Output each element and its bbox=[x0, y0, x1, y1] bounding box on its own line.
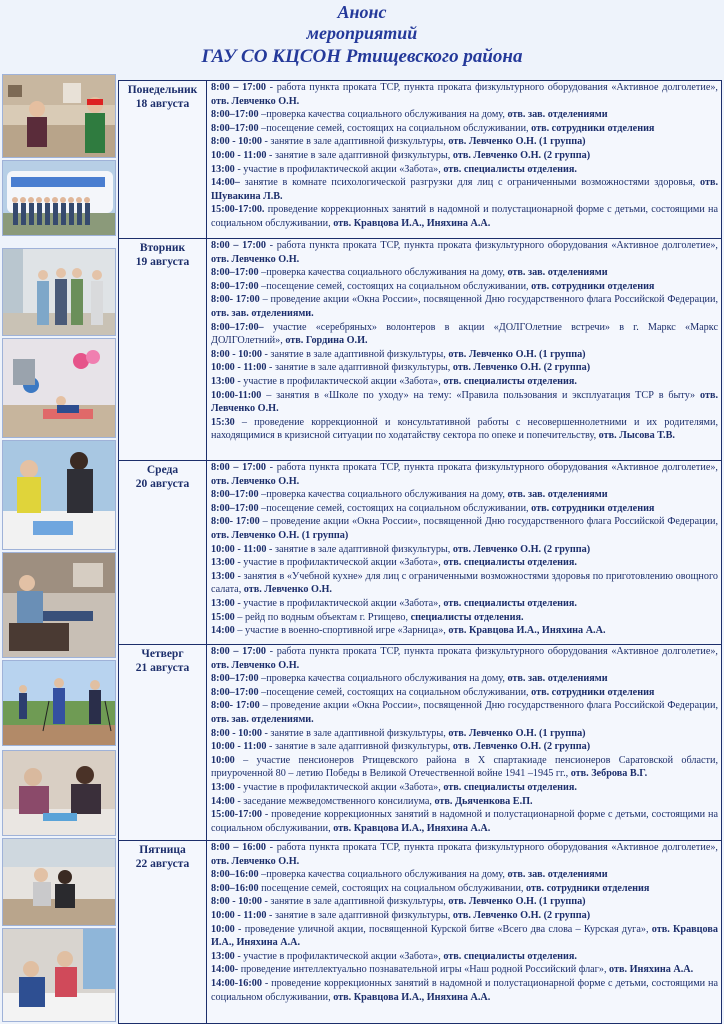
event-responsible: отв. зав. отделениями bbox=[507, 869, 608, 881]
day-name: Вторник bbox=[139, 242, 186, 254]
event-time: 8:00–16:00 bbox=[211, 882, 259, 894]
event-item bbox=[211, 556, 718, 570]
event-description: - занятие в зале адаптивной физкультуры, bbox=[261, 136, 449, 148]
event-responsible: отв. зав. отделениями. bbox=[211, 713, 314, 725]
event-description: - занятие в зале адаптивной физкультуры, bbox=[261, 896, 449, 908]
event-description: участие «серебряных» волонтеров в акции «ДОЛГОлетние встречи» в г. Маркс «Маркс ДОЛГОлетний», bbox=[211, 321, 718, 347]
event-item bbox=[211, 515, 718, 542]
event-responsible: отв. Левченко О.Н. bbox=[243, 584, 332, 596]
event-description: - занятия в «Учебной кухне» для лиц с ограниченными возможностями здоровья по приготовлению овощного салата, bbox=[211, 570, 718, 596]
day-date: 19 августа bbox=[135, 256, 190, 268]
event-item bbox=[211, 597, 718, 611]
event-description: –проверка качества социального обслуживания на дому, bbox=[258, 489, 508, 501]
event-responsible: отв. Левченко О.Н. bbox=[211, 475, 300, 487]
event-item bbox=[211, 727, 718, 741]
photo-drawing-class bbox=[2, 440, 116, 550]
day-name: Понедельник bbox=[127, 84, 198, 96]
event-time: 13:00 bbox=[211, 557, 235, 569]
event-responsible: отв. зав. отделениями bbox=[507, 267, 608, 279]
photo-bus-group bbox=[2, 160, 116, 236]
event-time: 8:00–17:00 bbox=[211, 502, 259, 514]
event-description: –проверка качества социального обслуживания на дому, bbox=[258, 267, 508, 279]
event-description: - работа пункта проката ТСР, пункта проката физкультурного оборудования «Активное долголетие», bbox=[265, 842, 718, 853]
event-item bbox=[211, 645, 718, 672]
event-responsible: отв. Левченко О.Н. bbox=[211, 659, 300, 671]
event-description: - участие в профилактической акции «Забота», bbox=[234, 781, 444, 793]
day-cell bbox=[119, 239, 207, 460]
event-time: 10:00 - 11:00 bbox=[211, 362, 267, 374]
event-responsible: отв. Левченко О.Н. (2 группа) bbox=[452, 909, 591, 921]
event-item bbox=[211, 543, 718, 557]
event-time: 14:00 bbox=[211, 625, 235, 637]
day-date: 18 августа bbox=[135, 98, 190, 110]
event-responsible: отв. Кравцова И.А., Иняхина А.А. bbox=[211, 923, 718, 949]
event-item bbox=[211, 108, 718, 122]
event-description: - работа пункта проката ТСР, пункта проката физкультурного оборудования «Активное долголетие», bbox=[265, 82, 718, 93]
event-time: 15:00-17:00. bbox=[211, 204, 265, 216]
event-time: 14:00- bbox=[211, 964, 239, 976]
event-item bbox=[211, 266, 718, 280]
event-responsible: отв. специалисты отделения. bbox=[443, 781, 577, 793]
day-row-tuesday bbox=[119, 239, 721, 461]
event-item bbox=[211, 882, 718, 896]
event-description: –проверка качества социального обслуживания на дому, bbox=[258, 869, 508, 881]
header-title-line-1: Анонс bbox=[337, 2, 387, 22]
event-responsible: отв. Левченко О.Н. bbox=[211, 253, 300, 265]
event-time: 13:00 bbox=[211, 950, 235, 962]
event-item bbox=[211, 461, 718, 488]
event-responsible: отв. сотрудники отделения bbox=[531, 122, 655, 134]
event-time: 8:00 – 17:00 bbox=[211, 82, 266, 93]
day-name: Четверг bbox=[141, 648, 184, 660]
event-responsible: отв. Левченко О.Н. (1 группа) bbox=[448, 136, 586, 148]
event-item bbox=[211, 808, 718, 835]
event-time: 8:00 - 10:00 bbox=[211, 136, 262, 148]
event-time: 8:00–17:00 bbox=[211, 109, 259, 121]
event-time: 15:00 bbox=[211, 611, 235, 623]
event-time: 13:00 bbox=[211, 781, 235, 793]
event-time: 14:00 bbox=[211, 795, 235, 807]
event-item bbox=[211, 81, 718, 108]
photo-gym bbox=[2, 338, 116, 438]
event-responsible: отв. зав. отделениями bbox=[507, 489, 608, 501]
event-time: 13:00 bbox=[211, 375, 235, 387]
event-description: – проведение коррекционной и консультативной работы с несовершеннолетними и их родителями, находящимися в кризисной ситуации по ходатайству сектора по опеке и попечительству, bbox=[211, 416, 718, 442]
event-description: - участие в профилактической акции «Забота», bbox=[234, 375, 444, 387]
event-item bbox=[211, 754, 718, 781]
event-description: - участие в профилактической акции «Забота», bbox=[234, 597, 444, 609]
event-item bbox=[211, 895, 718, 909]
event-item bbox=[211, 488, 718, 502]
event-item bbox=[211, 868, 718, 882]
photo-consultation bbox=[2, 838, 116, 926]
day-name: Среда bbox=[146, 464, 179, 476]
event-responsible: отв. сотрудники отделения bbox=[531, 686, 655, 698]
event-item bbox=[211, 672, 718, 686]
event-item bbox=[211, 909, 718, 923]
event-description: - участие в профилактической акции «Забота», bbox=[234, 950, 444, 962]
event-responsible: отв. специалисты отделения. bbox=[443, 375, 577, 387]
event-description: - заседание межведомственного консилиума, bbox=[234, 795, 435, 807]
event-item bbox=[211, 321, 718, 348]
event-item bbox=[211, 280, 718, 294]
event-item bbox=[211, 950, 718, 964]
header-title-line-2: мероприятий bbox=[306, 23, 418, 43]
event-item bbox=[211, 570, 718, 597]
day-cell bbox=[119, 461, 207, 644]
event-responsible: отв. специалисты отделения. bbox=[443, 950, 577, 962]
event-time: 10:00 - 11:00 bbox=[211, 543, 267, 555]
event-time: 8:00 – 16:00 bbox=[211, 842, 266, 853]
event-time: 15:00-17:00 bbox=[211, 809, 262, 821]
event-time: 10:00 bbox=[211, 923, 235, 935]
event-responsible: отв. Левченко О.Н. bbox=[211, 389, 718, 415]
event-time: 10:00 - 11:00 bbox=[211, 149, 267, 161]
event-time: 13:00 bbox=[211, 597, 235, 609]
day-name: Пятница bbox=[139, 844, 186, 856]
event-item bbox=[211, 963, 718, 977]
event-description: –проверка качества социального обслуживания на дому, bbox=[258, 109, 508, 121]
event-time: 8:00 - 10:00 bbox=[211, 348, 262, 360]
event-responsible: отв. Левченко О.Н. bbox=[211, 95, 300, 107]
event-item bbox=[211, 361, 718, 375]
events-cell bbox=[208, 461, 721, 644]
event-time: 8:00–17:00 bbox=[211, 267, 259, 279]
event-item bbox=[211, 135, 718, 149]
event-responsible: отв. Левченко О.Н. (1 группа) bbox=[211, 529, 349, 541]
event-time: 8:00–16:00 bbox=[211, 869, 259, 881]
day-row-friday bbox=[119, 841, 721, 1023]
day-row-wednesday bbox=[119, 461, 721, 645]
event-item bbox=[211, 389, 718, 416]
event-description: - участие в профилактической акции «Забота», bbox=[234, 557, 444, 569]
event-responsible: отв. зав. отделениями bbox=[507, 673, 608, 685]
day-cell bbox=[119, 645, 207, 840]
page-header bbox=[0, 0, 724, 72]
event-description: – проведение акции «Окна России», посвященной Дню государственного флага Российской Федерации, bbox=[259, 516, 718, 528]
event-description: - работа пункта проката ТСР, пункта проката физкультурного оборудования «Активное долголетие», bbox=[265, 240, 718, 251]
event-time: 8:00 – 17:00 bbox=[211, 240, 266, 251]
event-time: 10:00 - 11:00 bbox=[211, 909, 267, 921]
event-responsible: отв. Левченко О.Н. (1 группа) bbox=[448, 727, 586, 739]
event-description: – проведение акции «Окна России», посвященной Дню государственного флага Российской Федерации, bbox=[259, 294, 718, 306]
event-time: 8:00–17:00 bbox=[211, 686, 259, 698]
day-date: 22 августа bbox=[135, 858, 190, 870]
event-description: посещение семей, состоящих на социальном обслуживании, bbox=[258, 882, 527, 894]
event-time: 8:00–17:00– bbox=[211, 321, 264, 333]
event-item bbox=[211, 239, 718, 266]
day-date: 20 августа bbox=[135, 478, 190, 490]
event-responsible: отв. Левченко О.Н. (2 группа) bbox=[452, 362, 591, 374]
event-time: 13:00 bbox=[211, 163, 235, 175]
event-item bbox=[211, 122, 718, 136]
event-description: - занятие в зале адаптивной физкультуры, bbox=[261, 727, 449, 739]
event-time: 8:00–17:00 bbox=[211, 122, 259, 134]
event-responsible: отв. Зеброва В.Г. bbox=[570, 768, 648, 780]
event-responsible: отв. Кравцова И.А., Иняхина А.А. bbox=[448, 625, 606, 637]
event-responsible: отв. Левченко О.Н. (2 группа) bbox=[452, 149, 591, 161]
event-description: –посещение семей, состоящих на социальном обслуживании, bbox=[258, 686, 532, 698]
day-row-monday bbox=[119, 81, 721, 239]
event-time: 8:00 – 17:00 bbox=[211, 462, 266, 473]
event-responsible: отв. Левченко О.Н. bbox=[211, 855, 300, 867]
event-time: 13:00 bbox=[211, 570, 235, 582]
events-cell bbox=[208, 81, 721, 238]
event-responsible: отв. зав. отделениями. bbox=[211, 307, 314, 319]
photo-craft-class bbox=[2, 750, 116, 836]
day-cell bbox=[119, 81, 207, 238]
event-time: 8:00- 17:00 bbox=[211, 700, 260, 712]
event-responsible: отв. Гордина О.И. bbox=[285, 335, 368, 347]
photo-kitchen bbox=[2, 74, 116, 158]
events-cell bbox=[208, 645, 721, 840]
event-responsible: отв. Иняхина А.А. bbox=[609, 964, 694, 976]
day-cell bbox=[119, 841, 207, 1023]
event-responsible: отв. специалисты отделения. bbox=[443, 597, 577, 609]
event-item bbox=[211, 686, 718, 700]
events-cell bbox=[208, 841, 721, 1023]
event-responsible: отв. Кравцова И.А., Иняхина А.А. bbox=[333, 991, 491, 1003]
event-item bbox=[211, 176, 718, 203]
event-item bbox=[211, 841, 718, 868]
event-responsible: отв. Левченко О.Н. (2 группа) bbox=[452, 543, 591, 555]
event-item bbox=[211, 740, 718, 754]
event-responsible: отв. зав. отделениями bbox=[507, 109, 608, 121]
event-description: –проверка качества социального обслуживания на дому, bbox=[258, 673, 508, 685]
event-item bbox=[211, 293, 718, 320]
event-responsible: отв. Кравцова И.А., Иняхина А.А. bbox=[333, 822, 491, 834]
event-responsible: отв. специалисты отделения. bbox=[443, 163, 577, 175]
event-description: –посещение семей, состоящих на социальном обслуживании, bbox=[258, 122, 532, 134]
event-item bbox=[211, 203, 718, 230]
event-responsible: отв. сотрудники отделения bbox=[526, 882, 650, 894]
event-description: – проведение акции «Окна России», посвященной Дню государственного флага Российской Федерации, bbox=[259, 700, 718, 712]
event-description: проведение интеллектуально познавательной игры «Наш родной Российский флаг», bbox=[238, 964, 610, 976]
event-responsible: отв. специалисты отделения. bbox=[443, 557, 577, 569]
event-responsible: отв. Левченко О.Н. (1 группа) bbox=[448, 348, 586, 360]
event-item bbox=[211, 781, 718, 795]
event-time: 8:00–17:00 bbox=[211, 489, 259, 501]
day-row-thursday bbox=[119, 645, 721, 841]
event-description: - проведение уличной акции, посвященной Курской битве «Всего два слова – Курская дуга», bbox=[234, 923, 652, 935]
events-cell bbox=[208, 239, 721, 460]
event-time: 10:00 bbox=[211, 754, 235, 766]
event-description: - занятие в зале адаптивной физкультуры, bbox=[266, 362, 453, 374]
event-item bbox=[211, 149, 718, 163]
event-description: - участие в профилактической акции «Забота», bbox=[234, 163, 444, 175]
event-description: - занятие в зале адаптивной физкультуры, bbox=[266, 909, 453, 921]
event-responsible: отв. Шувакина Л.В. bbox=[211, 177, 718, 202]
event-description: - проведение коррекционных занятий в надомной и полустационарной форме с детьми, состоящими на социальном обслуживании, bbox=[211, 809, 718, 834]
event-time: 8:00 - 10:00 bbox=[211, 896, 262, 908]
event-responsible: отв. Левченко О.Н. (2 группа) bbox=[452, 741, 591, 753]
event-time: 8:00 – 17:00 bbox=[211, 646, 266, 657]
event-time: 8:00–17:00 bbox=[211, 673, 259, 685]
event-description: – участие в военно-спортивной игре «Зарница», bbox=[234, 625, 449, 637]
event-responsible: специалисты отделения. bbox=[410, 611, 524, 623]
event-description: – занятия в «Школе по уходу» на тему: «Правила пользования и эксплуатация ТСР в быту» bbox=[261, 389, 700, 401]
photo-hall-group bbox=[2, 248, 116, 336]
event-description: – рейд по водным объектам г. Ртищево, bbox=[234, 611, 411, 623]
event-time: 15:30 bbox=[211, 416, 235, 428]
event-description: – участие пенсионеров Ртищевского района в Х спартакиаде пенсионеров Саратовской области, приуроченной 80 – летию Победы в Великой Отечественной войне 1941 –1945 гг., bbox=[211, 754, 718, 780]
event-responsible: отв. Дьяченкова Е.П. bbox=[434, 795, 533, 807]
photo-exercise bbox=[2, 552, 116, 658]
event-item bbox=[211, 699, 718, 726]
event-description: занятие в комнате психологической разгрузки для лиц с ограниченными возможностями здоровья, bbox=[239, 177, 700, 189]
event-item bbox=[211, 502, 718, 516]
event-description: - занятие в зале адаптивной физкультуры, bbox=[266, 149, 453, 161]
event-time: 8:00–17:00 bbox=[211, 280, 259, 292]
event-item bbox=[211, 795, 718, 809]
event-item bbox=[211, 375, 718, 389]
event-time: 8:00 - 10:00 bbox=[211, 727, 262, 739]
event-responsible: отв. Левченко О.Н. (1 группа) bbox=[448, 896, 586, 908]
event-description: проведение коррекционных занятий в надомной и полустационарной форме с детьми, состоящими на социальном обслуживании, bbox=[211, 204, 718, 229]
photo-column bbox=[2, 74, 116, 1024]
event-item bbox=[211, 977, 718, 1004]
event-description: –посещение семей, состоящих на социальном обслуживании, bbox=[258, 280, 532, 292]
event-description: –посещение семей, состоящих на социальном обслуживании, bbox=[258, 502, 532, 514]
event-time: 14:00– bbox=[211, 177, 240, 189]
event-item bbox=[211, 163, 718, 177]
event-description: - проведение коррекционных занятий в надомной и полустационарной форме с детьми, состоящими на социальном обслуживании, bbox=[211, 977, 718, 1003]
photo-nordic-walking bbox=[2, 660, 116, 746]
event-item bbox=[211, 348, 718, 362]
event-responsible: отв. сотрудники отделения bbox=[531, 502, 655, 514]
photo-painting bbox=[2, 928, 116, 1022]
event-time: 14:00-16:00 bbox=[211, 977, 262, 989]
event-responsible: отв. сотрудники отделения bbox=[531, 280, 655, 292]
event-description: - занятие в зале адаптивной физкультуры, bbox=[261, 348, 449, 360]
header-title-line-3: ГАУ СО КЦСОН Ртищевского района bbox=[201, 46, 523, 67]
event-item bbox=[211, 624, 718, 638]
event-description: - работа пункта проката ТСР, пункта проката физкультурного оборудования «Активное долголетие», bbox=[265, 462, 718, 473]
event-time: 10:00-11:00 bbox=[211, 389, 262, 401]
event-description: - занятие в зале адаптивной физкультуры, bbox=[266, 741, 453, 753]
event-responsible: отв. Лысова Т.В. bbox=[598, 430, 675, 442]
event-time: 8:00- 17:00 bbox=[211, 516, 260, 528]
event-responsible: отв. Кравцова И.А., Иняхина А.А. bbox=[333, 217, 491, 229]
event-description: - работа пункта проката ТСР, пункта проката физкультурного оборудования «Активное долголетие», bbox=[265, 646, 718, 657]
event-time: 8:00- 17:00 bbox=[211, 294, 260, 306]
schedule-table bbox=[118, 80, 722, 1024]
event-description: - занятие в зале адаптивной физкультуры, bbox=[266, 543, 453, 555]
event-item bbox=[211, 611, 718, 625]
event-item bbox=[211, 923, 718, 950]
event-time: 10:00 - 11:00 bbox=[211, 741, 267, 753]
event-item bbox=[211, 416, 718, 443]
day-date: 21 августа bbox=[135, 662, 190, 674]
